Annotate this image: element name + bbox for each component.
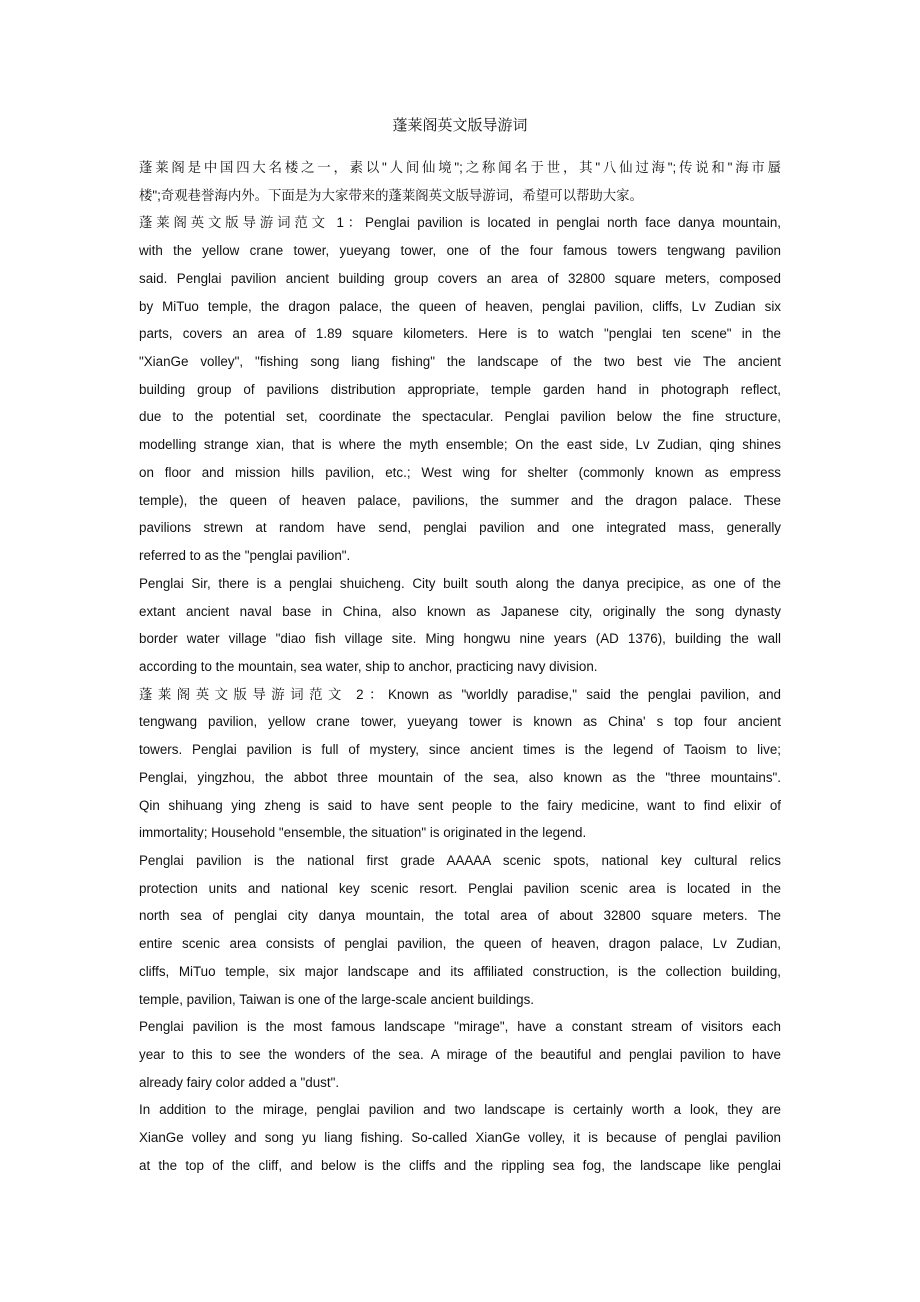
text-line: year to this to see the wonders of the sea. A mirage of the beautiful and penglai pavilion to have [139, 1047, 781, 1062]
text-line: Qin shihuang ying zheng is said to have sent people to the fairy medicine, want to find elixir of [139, 797, 781, 813]
text-line: due to the potential set, coordinate the spectacular. Penglai pavilion below the fine structure, [139, 409, 781, 425]
text-line: immortality; Household "ensemble, the situation" is originated in the legend. [139, 825, 587, 841]
document-title: 蓬莱阁英文版导游词 [392, 118, 528, 134]
text-line: parts, covers an area of 1.89 square kilometers. Here is to watch "penglai ten scene" in the [139, 326, 781, 342]
text-line: In addition to the mirage, penglai pavilion and two landscape is certainly worth a look, they are [139, 1102, 781, 1118]
text-line: already fairy color added a "dust". [139, 1074, 340, 1090]
text-line: Penglai, yingzhou, the abbot three mountain of the sea, also known as the "three mountains". [139, 769, 781, 785]
text-line: "XianGe volley", "fishing song liang fishing" the landscape of the two best vie The ancient [139, 354, 781, 370]
paragraph [139, 209, 781, 569]
text-line: building group of pavilions distribution appropriate, temple garden hand in photograph reflect, [139, 381, 781, 397]
text-line: with the yellow crane tower, yueyang tower, one of the four famous towers tengwang pavilion [139, 243, 781, 259]
text-line: cliffs, MiTuo temple, six major landscape and its affiliated construction, is the collection building, [139, 963, 781, 979]
paragraph [139, 681, 781, 847]
text-line: temple, pavilion, Taiwan is one of the large-scale ancient buildings. [139, 991, 535, 1007]
text-line: north sea of penglai city danya mountain, the total area of about 32800 square meters. The [139, 908, 781, 924]
text-line: pavilions strewn at random have send, penglai pavilion and one integrated mass, generally [139, 520, 781, 536]
paragraph [139, 154, 781, 209]
text-line: according to the mountain, sea water, ship to anchor, practicing navy division. [139, 658, 598, 674]
text-line: 蓬莱阁英文版导游词范文 1：Penglai pavilion is located in penglai north face danya mountain, [139, 215, 781, 231]
paragraph [139, 847, 781, 1013]
paragraph [139, 1013, 781, 1096]
text-line: extant ancient naval base in China, also known as Japanese city, originally the song dynasty [139, 603, 781, 619]
text-line: modelling strange xian, that is where the myth ensemble; On the east side, Lv Zudian, qing shines [139, 437, 781, 453]
text-line: temple), the queen of heaven palace, pavilions, the summer and the dragon palace. These [139, 492, 781, 508]
text-line: entire scenic area consists of penglai pavilion, the queen of heaven, dragon palace, Lv Zudian, [139, 936, 781, 952]
paragraph [139, 1096, 781, 1179]
text-line: border water village "diao fish village site. Ming hongwu nine years (AD 1376), building the wall [139, 631, 781, 647]
text-line: 蓬莱阁英文版导游词范文 2：Known as "worldly paradise," said the penglai pavilion, and [139, 686, 781, 702]
text-line: protection units and national key scenic resort. Penglai pavilion scenic area is located in the [139, 880, 781, 896]
text-line: Penglai pavilion is the national first grade AAAAA scenic spots, national key cultural relics [139, 852, 781, 868]
text-line: tengwang pavilion, yellow crane tower, yueyang tower is known as China' s top four ancient [139, 714, 781, 730]
text-line: 蓬莱阁是中国四大名楼之一，素以"人间仙境";之称闻名于世，其"八仙过海";传说和"海市蜃 [139, 160, 781, 175]
text-line: said. Penglai pavilion ancient building group covers an area of 32800 square meters, composed [139, 270, 781, 286]
document-body [139, 154, 781, 1180]
text-line: Penglai Sir, there is a penglai shuicheng. City built south along the danya precipice, as one of the [139, 575, 781, 591]
text-line: referred to as the "penglai pavilion". [139, 548, 351, 564]
paragraph [139, 570, 781, 681]
text-line: XianGe volley and song yu liang fishing. So-called XianGe volley, it is because of penglai pavilion [139, 1130, 781, 1146]
text-line: towers. Penglai pavilion is full of mystery, since ancient times is the legend of Taoism to live; [139, 742, 781, 758]
text-line: 楼";奇观巷誉海内外。下面是为大家带来的蓬莱阁英文版导游词，希望可以帮助大家。 [139, 187, 643, 203]
text-line: by MiTuo temple, the dragon palace, the queen of heaven, penglai pavilion, cliffs, Lv Zudian six [139, 298, 781, 314]
text-line: Penglai pavilion is the most famous landscape "mirage", have a constant stream of visitors each [139, 1019, 781, 1035]
text-line: at the top of the cliff, and below is the cliffs and the rippling sea fog, the landscape like penglai [139, 1157, 781, 1173]
text-line: on floor and mission hills pavilion, etc.; West wing for shelter (commonly known as empress [139, 464, 781, 480]
